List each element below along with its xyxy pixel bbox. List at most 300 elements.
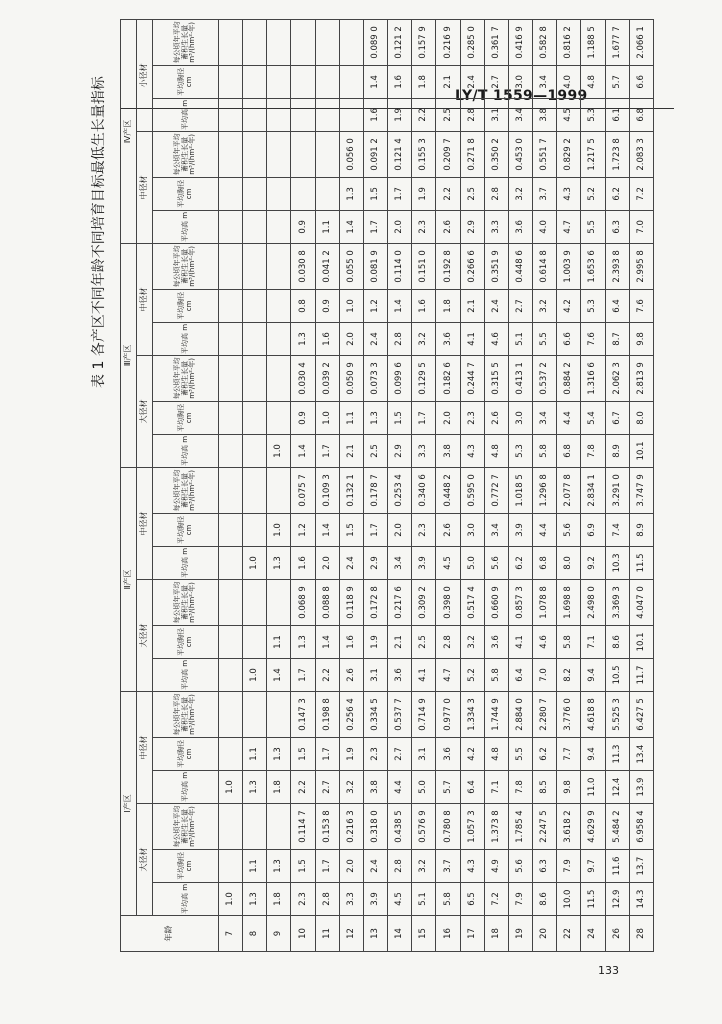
table-row bbox=[605, 19, 629, 951]
table-cell: 1.373 8 bbox=[484, 804, 508, 850]
r4-medium-header: 中径材 bbox=[137, 131, 153, 243]
age-cell: 18 bbox=[484, 916, 508, 952]
table-cell bbox=[267, 804, 291, 850]
table-cell: 4.5 bbox=[388, 883, 412, 916]
table-cell: 5.0 bbox=[460, 546, 484, 579]
table-cell: 0.9 bbox=[315, 289, 339, 322]
table-row bbox=[557, 19, 581, 951]
table-cell: 2.995 8 bbox=[629, 243, 653, 289]
table-cell: 0.448 6 bbox=[508, 243, 532, 289]
table-cell: 1.1 bbox=[315, 210, 339, 243]
metric-header-volume: 每公顷年平均蓄积生长量 m³/(hm²·年) bbox=[153, 355, 219, 401]
table-cell bbox=[219, 738, 243, 771]
table-cell: 5.4 bbox=[581, 401, 605, 434]
table-cell bbox=[243, 177, 267, 210]
table-cell: 1.653 6 bbox=[581, 243, 605, 289]
table-cell: 4.7 bbox=[557, 210, 581, 243]
table-cell: 2.3 bbox=[412, 513, 436, 546]
metric-header-height: 平均高 m bbox=[153, 210, 219, 243]
table-cell: 8.9 bbox=[629, 513, 653, 546]
table-cell bbox=[219, 401, 243, 434]
table-cell: 0.448 2 bbox=[436, 467, 460, 513]
table-cell: 0.416 9 bbox=[508, 19, 532, 65]
metric-header-height: 平均高 m bbox=[153, 658, 219, 691]
table-cell: 0.114 7 bbox=[291, 804, 315, 850]
table-cell: 4.0 bbox=[557, 65, 581, 98]
table-cell: 7.8 bbox=[581, 434, 605, 467]
table-cell: 9.7 bbox=[581, 850, 605, 883]
table-cell: 1.723 8 bbox=[605, 131, 629, 177]
table-cell: 1.9 bbox=[412, 177, 436, 210]
metric-header-height: 平均高 m bbox=[153, 883, 219, 916]
table-cell bbox=[315, 131, 339, 177]
table-cell: 0.361 7 bbox=[484, 19, 508, 65]
table-cell: 0.334 5 bbox=[363, 691, 387, 737]
metric-header-dbh: 平均胸径 cm bbox=[153, 177, 219, 210]
metric-header-volume: 每公顷年平均蓄积生长量 m³/(hm²·年) bbox=[153, 131, 219, 177]
table-cell: 0.315 5 bbox=[484, 355, 508, 401]
table-cell bbox=[219, 355, 243, 401]
table-cell: 3.6 bbox=[436, 322, 460, 355]
table-cell: 4.8 bbox=[484, 738, 508, 771]
table-cell: 6.3 bbox=[533, 850, 557, 883]
table-cell: 0.9 bbox=[291, 401, 315, 434]
table-cell: 0.050 9 bbox=[339, 355, 363, 401]
table-cell: 5.7 bbox=[436, 771, 460, 804]
table-cell: 0.398 0 bbox=[436, 579, 460, 625]
table-cell: 2.7 bbox=[484, 65, 508, 98]
table-cell: 0.091 2 bbox=[363, 131, 387, 177]
table-cell: 3.9 bbox=[412, 546, 436, 579]
age-cell: 12 bbox=[339, 916, 363, 952]
table-cell: 7.1 bbox=[581, 625, 605, 658]
table-cell: 0.030 8 bbox=[291, 243, 315, 289]
table-cell bbox=[291, 131, 315, 177]
table-cell: 1.698 8 bbox=[557, 579, 581, 625]
table-cell: 3.2 bbox=[412, 850, 436, 883]
table-cell: 3.618 2 bbox=[557, 804, 581, 850]
table-cell: 13.4 bbox=[629, 738, 653, 771]
table-cell: 1.8 bbox=[436, 289, 460, 322]
metric-header-volume: 每公顷年平均蓄积生长量 m³/(hm²·年) bbox=[153, 19, 219, 65]
table-cell bbox=[315, 65, 339, 98]
table-cell: 3.1 bbox=[412, 738, 436, 771]
table-cell: 5.3 bbox=[508, 434, 532, 467]
table-cell bbox=[339, 19, 363, 65]
table-cell: 1.0 bbox=[219, 771, 243, 804]
table-cell: 0.178 7 bbox=[363, 467, 387, 513]
table-cell: 2.3 bbox=[460, 401, 484, 434]
age-cell: 16 bbox=[436, 916, 460, 952]
table-cell bbox=[267, 210, 291, 243]
table-cell: 2.2 bbox=[315, 658, 339, 691]
table-cell: 3.747 9 bbox=[629, 467, 653, 513]
table-cell: 3.4 bbox=[508, 98, 532, 131]
age-cell: 22 bbox=[557, 916, 581, 952]
table-cell: 0.977 0 bbox=[436, 691, 460, 737]
table-cell: 0.151 0 bbox=[412, 243, 436, 289]
table-cell: 3.2 bbox=[460, 625, 484, 658]
table-cell: 5.0 bbox=[412, 771, 436, 804]
table-cell: 1.9 bbox=[339, 738, 363, 771]
table-cell: 3.4 bbox=[388, 546, 412, 579]
table-cell: 3.9 bbox=[508, 513, 532, 546]
table-cell: 2.2 bbox=[436, 177, 460, 210]
table-cell: 0.217 6 bbox=[388, 579, 412, 625]
region-4-header: Ⅳ产区 bbox=[121, 19, 137, 243]
table-cell: 0.192 8 bbox=[436, 243, 460, 289]
table-cell: 10.5 bbox=[605, 658, 629, 691]
table-cell: 1.1 bbox=[267, 625, 291, 658]
table-cell: 3.7 bbox=[533, 177, 557, 210]
table-row bbox=[460, 19, 484, 951]
table-cell: 5.1 bbox=[508, 322, 532, 355]
metric-header-volume: 每公顷年平均蓄积生长量 m³/(hm²·年) bbox=[153, 804, 219, 850]
metric-header-volume: 每公顷年平均蓄积生长量 m³/(hm²·年) bbox=[153, 467, 219, 513]
table-cell bbox=[267, 467, 291, 513]
table-cell: 7.9 bbox=[508, 883, 532, 916]
r3-medium-header: 中径材 bbox=[137, 243, 153, 355]
table-cell: 3.4 bbox=[533, 401, 557, 434]
table-cell: 3.3 bbox=[412, 434, 436, 467]
table-cell: 8.7 bbox=[605, 322, 629, 355]
table-cell: 0.576 9 bbox=[412, 804, 436, 850]
table-cell: 4.1 bbox=[460, 322, 484, 355]
table-cell: 0.244 7 bbox=[460, 355, 484, 401]
metric-header-volume: 每公顷年平均蓄积生长量 m³/(hm²·年) bbox=[153, 243, 219, 289]
table-cell: 2.8 bbox=[436, 625, 460, 658]
table-cell: 3.369 3 bbox=[605, 579, 629, 625]
table-cell: 5.8 bbox=[557, 625, 581, 658]
age-cell: 26 bbox=[605, 916, 629, 952]
table-cell: 6.5 bbox=[460, 883, 484, 916]
table-cell: 1.677 7 bbox=[605, 19, 629, 65]
table-cell bbox=[219, 546, 243, 579]
table-cell: 2.0 bbox=[339, 322, 363, 355]
table-cell: 2.498 0 bbox=[581, 579, 605, 625]
table-cell: 1.0 bbox=[339, 289, 363, 322]
table-cell: 14.3 bbox=[629, 883, 653, 916]
table-cell: 1.3 bbox=[267, 738, 291, 771]
table-cell: 1.7 bbox=[388, 177, 412, 210]
table-cell: 2.8 bbox=[388, 850, 412, 883]
table-row bbox=[219, 19, 243, 951]
table-cell bbox=[243, 65, 267, 98]
metric-header-height: 平均高 m bbox=[153, 322, 219, 355]
table-cell: 1.057 3 bbox=[460, 804, 484, 850]
table-cell: 6.958 4 bbox=[629, 804, 653, 850]
table-cell: 2.4 bbox=[460, 65, 484, 98]
table-cell: 4.2 bbox=[557, 289, 581, 322]
table-cell: 4.3 bbox=[557, 177, 581, 210]
table-cell: 6.6 bbox=[557, 322, 581, 355]
table-cell bbox=[219, 210, 243, 243]
table-cell: 0.172 8 bbox=[363, 579, 387, 625]
table-cell bbox=[267, 322, 291, 355]
table-cell: 1.188 5 bbox=[581, 19, 605, 65]
table-row bbox=[243, 19, 267, 951]
table-cell: 5.5 bbox=[533, 322, 557, 355]
age-cell: 28 bbox=[629, 916, 653, 952]
table-cell: 3.0 bbox=[508, 401, 532, 434]
metric-header-dbh: 平均胸径 cm bbox=[153, 65, 219, 98]
table-cell bbox=[219, 131, 243, 177]
table-cell: 2.4 bbox=[484, 289, 508, 322]
table-cell: 1.3 bbox=[291, 625, 315, 658]
table-cell: 2.280 7 bbox=[533, 691, 557, 737]
table-cell: 1.078 8 bbox=[533, 579, 557, 625]
table-cell: 4.1 bbox=[508, 625, 532, 658]
table-cell: 1.9 bbox=[388, 98, 412, 131]
table-cell: 2.8 bbox=[460, 98, 484, 131]
growth-table bbox=[120, 19, 654, 952]
table-cell: 0.099 6 bbox=[388, 355, 412, 401]
table-cell: 0.030 4 bbox=[291, 355, 315, 401]
table-cell: 7.1 bbox=[484, 771, 508, 804]
table-cell bbox=[291, 177, 315, 210]
table-cell: 3.0 bbox=[508, 65, 532, 98]
table-cell bbox=[267, 691, 291, 737]
region-1-header: Ⅰ产区 bbox=[121, 691, 137, 915]
table-cell: 2.7 bbox=[388, 738, 412, 771]
table-cell: 2.6 bbox=[484, 401, 508, 434]
table-cell: 1.8 bbox=[412, 65, 436, 98]
table-cell: 1.316 6 bbox=[581, 355, 605, 401]
table-cell bbox=[243, 804, 267, 850]
table-cell bbox=[219, 467, 243, 513]
table-cell: 0.118 9 bbox=[339, 579, 363, 625]
table-cell: 4.4 bbox=[388, 771, 412, 804]
table-cell bbox=[243, 434, 267, 467]
table-cell: 1.4 bbox=[315, 625, 339, 658]
table-cell: 1.334 3 bbox=[460, 691, 484, 737]
table-cell: 6.8 bbox=[533, 546, 557, 579]
table-cell: 1.0 bbox=[267, 513, 291, 546]
table-cell: 0.157 9 bbox=[412, 19, 436, 65]
table-cell: 1.3 bbox=[267, 850, 291, 883]
table-cell: 5.6 bbox=[557, 513, 581, 546]
table-cell bbox=[267, 289, 291, 322]
table-caption: 表 1 各产区不同年龄不同培育目标最低生长量指标 bbox=[91, 76, 107, 388]
table-cell: 9.8 bbox=[557, 771, 581, 804]
table-cell: 8.9 bbox=[605, 434, 629, 467]
table-cell bbox=[267, 401, 291, 434]
table-cell bbox=[243, 243, 267, 289]
table-cell: 2.7 bbox=[508, 289, 532, 322]
table-cell: 2.247 5 bbox=[533, 804, 557, 850]
table-cell bbox=[243, 401, 267, 434]
table-cell: 1.4 bbox=[291, 434, 315, 467]
metric-header-dbh: 平均胸径 cm bbox=[153, 289, 219, 322]
age-cell: 13 bbox=[363, 916, 387, 952]
table-cell: 1.6 bbox=[412, 289, 436, 322]
metric-header-volume: 每公顷年平均蓄积生长量 m³/(hm²·年) bbox=[153, 691, 219, 737]
table-cell: 2.077 8 bbox=[557, 467, 581, 513]
r1-medium-header: 中径材 bbox=[137, 691, 153, 803]
table-cell: 0.537 2 bbox=[533, 355, 557, 401]
age-cell: 19 bbox=[508, 916, 532, 952]
table-cell: 10.1 bbox=[629, 625, 653, 658]
table-cell: 3.3 bbox=[339, 883, 363, 916]
table-cell: 4.6 bbox=[533, 625, 557, 658]
table-cell: 1.9 bbox=[363, 625, 387, 658]
table-cell bbox=[267, 131, 291, 177]
r2-large-header: 大径材 bbox=[137, 579, 153, 691]
table-cell: 0.582 8 bbox=[533, 19, 557, 65]
table-cell: 6.7 bbox=[605, 401, 629, 434]
table-cell: 5.2 bbox=[460, 658, 484, 691]
table-cell: 1.4 bbox=[388, 289, 412, 322]
table-cell: 11.3 bbox=[605, 738, 629, 771]
table-cell: 1.3 bbox=[339, 177, 363, 210]
table-cell: 0.088 8 bbox=[315, 579, 339, 625]
table-cell: 0.198 8 bbox=[315, 691, 339, 737]
table-cell: 2.2 bbox=[412, 98, 436, 131]
table-cell: 11.5 bbox=[629, 546, 653, 579]
table-cell: 1.6 bbox=[315, 322, 339, 355]
table-cell: 3.4 bbox=[533, 65, 557, 98]
table-cell: 6.2 bbox=[533, 738, 557, 771]
table-cell: 3.6 bbox=[484, 625, 508, 658]
table-cell bbox=[243, 467, 267, 513]
table-cell: 5.6 bbox=[508, 850, 532, 883]
table-cell: 0.340 6 bbox=[412, 467, 436, 513]
table-cell: 8.0 bbox=[557, 546, 581, 579]
table-row bbox=[267, 19, 291, 951]
table-cell: 0.129 5 bbox=[412, 355, 436, 401]
table-cell: 2.2 bbox=[291, 771, 315, 804]
table-cell: 2.1 bbox=[339, 434, 363, 467]
table-cell: 8.5 bbox=[533, 771, 557, 804]
table-cell: 2.062 3 bbox=[605, 355, 629, 401]
age-cell: 9 bbox=[267, 916, 291, 952]
table-cell: 7.4 bbox=[605, 513, 629, 546]
table-cell: 1.4 bbox=[267, 658, 291, 691]
metric-header-dbh: 平均胸径 cm bbox=[153, 625, 219, 658]
table-cell: 3.1 bbox=[363, 658, 387, 691]
table-cell: 3.2 bbox=[339, 771, 363, 804]
table-cell: 2.8 bbox=[484, 177, 508, 210]
table-cell: 0.209 7 bbox=[436, 131, 460, 177]
table-cell: 3.6 bbox=[436, 738, 460, 771]
r4-small-header: 小径材 bbox=[137, 19, 153, 131]
table-cell bbox=[219, 289, 243, 322]
table-cell: 2.7 bbox=[315, 771, 339, 804]
table-cell: 1.003 9 bbox=[557, 243, 581, 289]
table-cell: 0.660 9 bbox=[484, 579, 508, 625]
table-cell: 1.2 bbox=[363, 289, 387, 322]
table-cell: 0.121 4 bbox=[388, 131, 412, 177]
table-cell: 3.7 bbox=[436, 850, 460, 883]
table-cell bbox=[243, 691, 267, 737]
table-cell: 3.2 bbox=[533, 289, 557, 322]
table-cell bbox=[243, 322, 267, 355]
table-cell: 2.0 bbox=[315, 546, 339, 579]
page-number: 133 bbox=[598, 964, 619, 977]
table-cell: 2.5 bbox=[363, 434, 387, 467]
table-cell: 0.551 7 bbox=[533, 131, 557, 177]
table-cell: 1.6 bbox=[388, 65, 412, 98]
table-cell: 11.5 bbox=[581, 883, 605, 916]
table-cell: 11.6 bbox=[605, 850, 629, 883]
table-row bbox=[412, 19, 436, 951]
table-cell: 1.5 bbox=[291, 738, 315, 771]
table-row bbox=[363, 19, 387, 951]
table-cell bbox=[339, 98, 363, 131]
table-cell: 13.7 bbox=[629, 850, 653, 883]
table-cell: 3.8 bbox=[436, 434, 460, 467]
table-cell: 1.0 bbox=[315, 401, 339, 434]
table-cell: 2.9 bbox=[460, 210, 484, 243]
table-cell: 0.075 7 bbox=[291, 467, 315, 513]
table-cell: 6.427 5 bbox=[629, 691, 653, 737]
table-cell: 7.2 bbox=[629, 177, 653, 210]
table-cell: 5.8 bbox=[436, 883, 460, 916]
table-cell: 0.857 3 bbox=[508, 579, 532, 625]
table-cell: 0.517 4 bbox=[460, 579, 484, 625]
table-cell: 7.9 bbox=[557, 850, 581, 883]
table-cell: 1.8 bbox=[267, 883, 291, 916]
table-cell: 1.3 bbox=[291, 322, 315, 355]
table-row bbox=[339, 19, 363, 951]
table-cell: 4.047 0 bbox=[629, 579, 653, 625]
table-cell: 3.4 bbox=[484, 513, 508, 546]
table-cell: 5.6 bbox=[484, 546, 508, 579]
table-cell: 0.816 2 bbox=[557, 19, 581, 65]
table-cell: 1.5 bbox=[339, 513, 363, 546]
table-cell: 1.7 bbox=[291, 658, 315, 691]
table-cell: 6.9 bbox=[581, 513, 605, 546]
table-cell: 1.744 9 bbox=[484, 691, 508, 737]
table-cell: 2.9 bbox=[388, 434, 412, 467]
table-cell bbox=[315, 19, 339, 65]
table-cell: 7.8 bbox=[508, 771, 532, 804]
standard-id: LY/T 1559—1999 bbox=[455, 88, 588, 104]
table-cell bbox=[219, 98, 243, 131]
table-cell: 9.4 bbox=[581, 658, 605, 691]
table-cell: 0.041 2 bbox=[315, 243, 339, 289]
table-cell: 0.271 8 bbox=[460, 131, 484, 177]
table-cell: 1.7 bbox=[412, 401, 436, 434]
table-cell: 1.7 bbox=[363, 513, 387, 546]
table-cell bbox=[219, 322, 243, 355]
table-cell: 4.3 bbox=[460, 850, 484, 883]
table-cell: 1.1 bbox=[339, 401, 363, 434]
table-cell: 1.8 bbox=[267, 771, 291, 804]
table-row bbox=[436, 19, 460, 951]
table-cell bbox=[267, 98, 291, 131]
metric-header-height: 平均高 m bbox=[153, 771, 219, 804]
table-cell: 0.132 1 bbox=[339, 467, 363, 513]
table-cell bbox=[219, 65, 243, 98]
table-cell: 0.073 3 bbox=[363, 355, 387, 401]
table-cell: 5.3 bbox=[581, 98, 605, 131]
table-cell: 2.083 3 bbox=[629, 131, 653, 177]
table-cell bbox=[219, 579, 243, 625]
table-cell: 1.7 bbox=[315, 738, 339, 771]
table-cell bbox=[243, 513, 267, 546]
table-cell: 8.0 bbox=[629, 401, 653, 434]
table-cell: 7.7 bbox=[557, 738, 581, 771]
table-cell: 1.3 bbox=[267, 546, 291, 579]
table-cell: 2.813 9 bbox=[629, 355, 653, 401]
age-cell: 10 bbox=[291, 916, 315, 952]
table-cell: 11.0 bbox=[581, 771, 605, 804]
table-cell: 0.216 9 bbox=[436, 19, 460, 65]
table-cell bbox=[267, 65, 291, 98]
table-cell: 0.318 0 bbox=[363, 804, 387, 850]
table-cell: 3.776 0 bbox=[557, 691, 581, 737]
